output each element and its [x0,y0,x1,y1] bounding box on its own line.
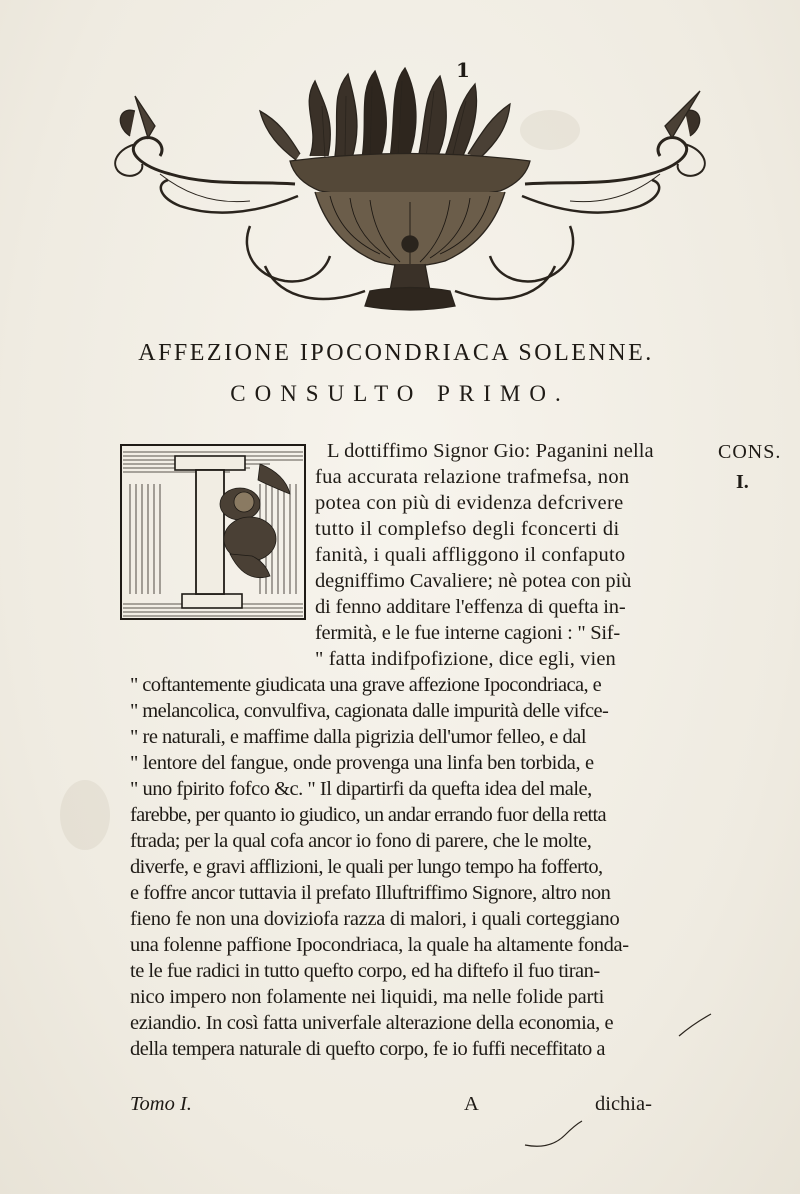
text-line: " lentore del fangue, onde provenga una linfa ben torbida, e [130,752,594,774]
urn-ornament [290,154,530,311]
page-number: 1 [456,58,470,82]
text-line: farebbe, per quanto io giudico, un andar errando fuor della retta [130,804,606,826]
text-line: diverfe, e gravi afflizioni, le quali per lungo tempo ha fofferto, [130,856,603,878]
text-line: te le fue radici in tutto quefto corpo, ed ha diftefo il fuo tiran- [130,960,600,982]
signature-mark: A [464,1093,479,1115]
ink-flourish [675,1010,715,1040]
text-line: della tempera naturale di quefto corpo, fe io fuffi neceffitato a [130,1038,606,1060]
text-line: tutto il complefso degli fconcerti di [315,518,620,540]
text-line: " melancolica, convulfiva, cagionata dalle impurità delle vifce- [130,700,609,722]
text-line: fermità, e le fue interne cagioni : " Sif- [315,622,620,644]
text-line: degniffimo Cavaliere; nè potea con più [315,570,632,592]
text-line: " uno fpirito fofco &c. " Il dipartirfi da quefta idea del male, [130,778,592,800]
paper-stain [60,780,110,850]
text-line: fieno fe non una doviziofa razza di malori, i quali corteggiano [130,908,620,930]
text-line: una folenne paffione Ipocondriaca, la quale ha altamente fonda- [130,934,629,956]
margin-note-cons: CONS. [718,441,782,463]
text-line: eziandio. In così fatta univerfale alterazione della economia, e [130,1012,614,1034]
text-line: fua accurata relazione trafmefsa, non [315,466,630,488]
volume-label: Tomo I. [130,1093,192,1115]
headpiece-ornament [100,66,720,318]
flame-ornament [260,68,510,160]
text-line: potea con più di evidenza defcrivere [315,492,624,514]
ink-flourish [520,1115,590,1155]
margin-note-number: I. [736,471,749,493]
text-line: e foffre ancor tuttavia il prefato Illuftriffimo Signore, altro non [130,882,611,904]
text-line: " fatta indifpofizione, dice egli, vien [315,648,616,670]
text-line: nico impero non folamente nei liquidi, ma nelle folide parti [130,986,605,1008]
text-line: fanità, i quali affliggono il confaputo [315,544,626,566]
text-line: " re naturali, e maffime dalla pigrizia dell'umor felleo, e dal [130,726,587,748]
running-title: AFFEZIONE IPOCONDRIACA SOLENNE. [138,340,654,366]
decorated-initial [120,444,306,620]
text-line: L dottiffimo Signor Gio: Paganini nella [327,440,654,462]
catchword: dichia- [595,1093,652,1115]
text-line: ftrada; per la qual cofa ancor io fono di parere, che le molte, [130,830,592,852]
text-line: di fenno additare l'effenza di quefta in- [315,596,626,618]
text-line: " coftantemente giudicata una grave affezione Ipocondriaca, e [130,674,602,696]
chapter-title: CONSULTO PRIMO. [230,381,570,406]
